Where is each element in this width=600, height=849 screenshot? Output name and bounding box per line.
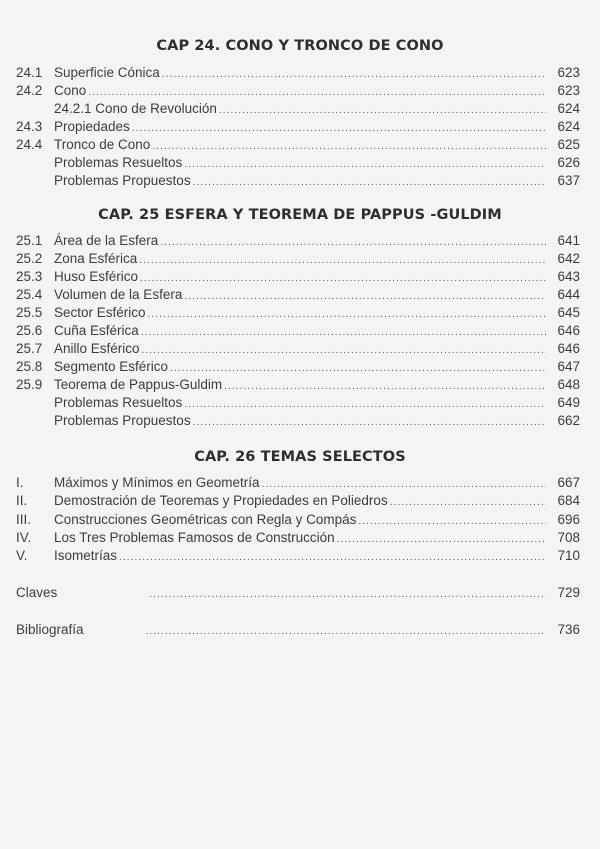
page-number: 641 bbox=[557, 233, 580, 248]
section-label: Área de la Esfera bbox=[54, 233, 159, 248]
toc-entry[interactable] bbox=[0, 376, 600, 394]
page-number: 648 bbox=[557, 377, 580, 392]
section-number: 25.8 bbox=[16, 359, 43, 374]
section-number: 24.4 bbox=[16, 137, 43, 152]
toc-entry[interactable] bbox=[0, 172, 600, 190]
section-label: Teorema de Pappus-Guldim bbox=[54, 377, 223, 392]
section-label: Huso Esférico bbox=[54, 269, 139, 284]
page-number: 637 bbox=[557, 173, 580, 188]
toc-entry-bibliografia[interactable] bbox=[0, 621, 600, 639]
section-label: Tronco de Cono bbox=[54, 137, 151, 152]
toc-entry[interactable] bbox=[0, 82, 600, 100]
toc-entry[interactable] bbox=[0, 394, 600, 412]
toc-entry[interactable] bbox=[0, 412, 600, 430]
toc-entry[interactable] bbox=[0, 340, 600, 358]
chapter-26-title: CAP. 26 TEMAS SELECTOS bbox=[194, 449, 406, 465]
section-number: 25.2 bbox=[16, 251, 43, 266]
page-number: 623 bbox=[557, 65, 580, 80]
section-label: Construcciones Geométricas con Regla y Compás bbox=[54, 512, 357, 527]
toc-entry[interactable] bbox=[0, 250, 600, 268]
page-number: 708 bbox=[557, 530, 580, 545]
toc-entry[interactable] bbox=[0, 268, 600, 286]
section-label: Cuña Esférica bbox=[54, 323, 139, 338]
section-number: IV. bbox=[16, 530, 32, 545]
toc-entry[interactable] bbox=[0, 322, 600, 340]
section-number: 25.3 bbox=[16, 269, 43, 284]
section-number: 25.9 bbox=[16, 377, 43, 392]
page-number: 645 bbox=[557, 305, 580, 320]
section-number: II. bbox=[16, 493, 28, 508]
page-number: 626 bbox=[557, 155, 580, 170]
section-label: Problemas Propuestos bbox=[54, 413, 191, 428]
section-label: Sector Esférico bbox=[54, 305, 146, 320]
toc-entry[interactable] bbox=[0, 511, 600, 529]
page-number: 624 bbox=[557, 101, 580, 116]
section-number: I. bbox=[16, 475, 24, 490]
section-label: Zona Esférica bbox=[54, 251, 138, 266]
section-label: 24.2.1 Cono de Revolución bbox=[54, 101, 217, 116]
section-label: Bibliografía bbox=[16, 622, 84, 637]
section-number: 25.1 bbox=[16, 233, 43, 248]
page-number: 625 bbox=[557, 137, 580, 152]
toc-entry[interactable] bbox=[0, 492, 600, 510]
page-number: 643 bbox=[557, 269, 580, 284]
page-number: 642 bbox=[557, 251, 580, 266]
page-number: 623 bbox=[557, 83, 580, 98]
section-label: Superficie Cónica bbox=[54, 65, 160, 80]
dot-leader bbox=[193, 174, 546, 192]
page-number: 684 bbox=[557, 493, 580, 508]
page-number: 729 bbox=[557, 585, 580, 600]
dot-leader bbox=[146, 623, 546, 641]
toc-entry-claves[interactable] bbox=[0, 584, 600, 602]
section-number: III. bbox=[16, 512, 32, 527]
section-label: Los Tres Problemas Famosos de Construcción bbox=[54, 530, 335, 545]
section-label: Anillo Esférico bbox=[54, 341, 140, 356]
toc-entry[interactable] bbox=[0, 232, 600, 250]
section-number: V. bbox=[16, 548, 28, 563]
chapter-25-title: CAP. 25 ESFERA Y TEOREMA DE PAPPUS -GULDIM bbox=[98, 207, 502, 223]
chapter-24-title: CAP 24. CONO Y TRONCO DE CONO bbox=[156, 38, 444, 54]
dot-leader bbox=[390, 494, 546, 512]
section-label: Problemas Resueltos bbox=[54, 155, 183, 170]
page-number: 646 bbox=[557, 323, 580, 338]
section-label: Propiedades bbox=[54, 119, 130, 134]
page-number: 647 bbox=[557, 359, 580, 374]
page-number: 649 bbox=[557, 395, 580, 410]
page-number: 646 bbox=[557, 341, 580, 356]
section-number: 24.1 bbox=[16, 65, 43, 80]
toc-entry[interactable] bbox=[0, 154, 600, 172]
section-number: 25.6 bbox=[16, 323, 43, 338]
section-label: Segmento Esférico bbox=[54, 359, 169, 374]
page-number: 710 bbox=[557, 548, 580, 563]
toc-entry[interactable] bbox=[0, 304, 600, 322]
toc-entry[interactable] bbox=[0, 529, 600, 547]
page-number: 662 bbox=[557, 413, 580, 428]
dot-leader bbox=[119, 549, 546, 567]
toc-entry[interactable] bbox=[0, 100, 600, 118]
section-label: Problemas Resueltos bbox=[54, 395, 183, 410]
page-number: 624 bbox=[557, 119, 580, 134]
section-label: Claves bbox=[16, 585, 58, 600]
toc-entry[interactable] bbox=[0, 286, 600, 304]
section-number: 24.3 bbox=[16, 119, 43, 134]
section-label: Máximos y Mínimos en Geometría bbox=[54, 475, 260, 490]
section-number: 24.2 bbox=[16, 83, 43, 98]
section-label: Volumen de la Esfera bbox=[54, 287, 183, 302]
dot-leader bbox=[193, 414, 546, 432]
page-number: 736 bbox=[557, 622, 580, 637]
section-number: 25.5 bbox=[16, 305, 43, 320]
page-number: 644 bbox=[557, 287, 580, 302]
toc-entry[interactable] bbox=[0, 136, 600, 154]
section-number: 25.7 bbox=[16, 341, 43, 356]
toc-entry[interactable] bbox=[0, 358, 600, 376]
section-label: Demostración de Teoremas y Propiedades en Poliedros bbox=[54, 493, 388, 508]
dot-leader bbox=[149, 586, 546, 604]
page-number: 667 bbox=[557, 475, 580, 490]
section-label: Cono bbox=[54, 83, 87, 98]
section-label: Problemas Propuestos bbox=[54, 173, 191, 188]
section-label: Isometrías bbox=[54, 548, 118, 563]
toc-entry[interactable] bbox=[0, 474, 600, 492]
toc-entry[interactable] bbox=[0, 64, 600, 82]
page-number: 696 bbox=[557, 512, 580, 527]
section-number: 25.4 bbox=[16, 287, 43, 302]
toc-entry[interactable] bbox=[0, 547, 600, 565]
toc-entry[interactable] bbox=[0, 118, 600, 136]
